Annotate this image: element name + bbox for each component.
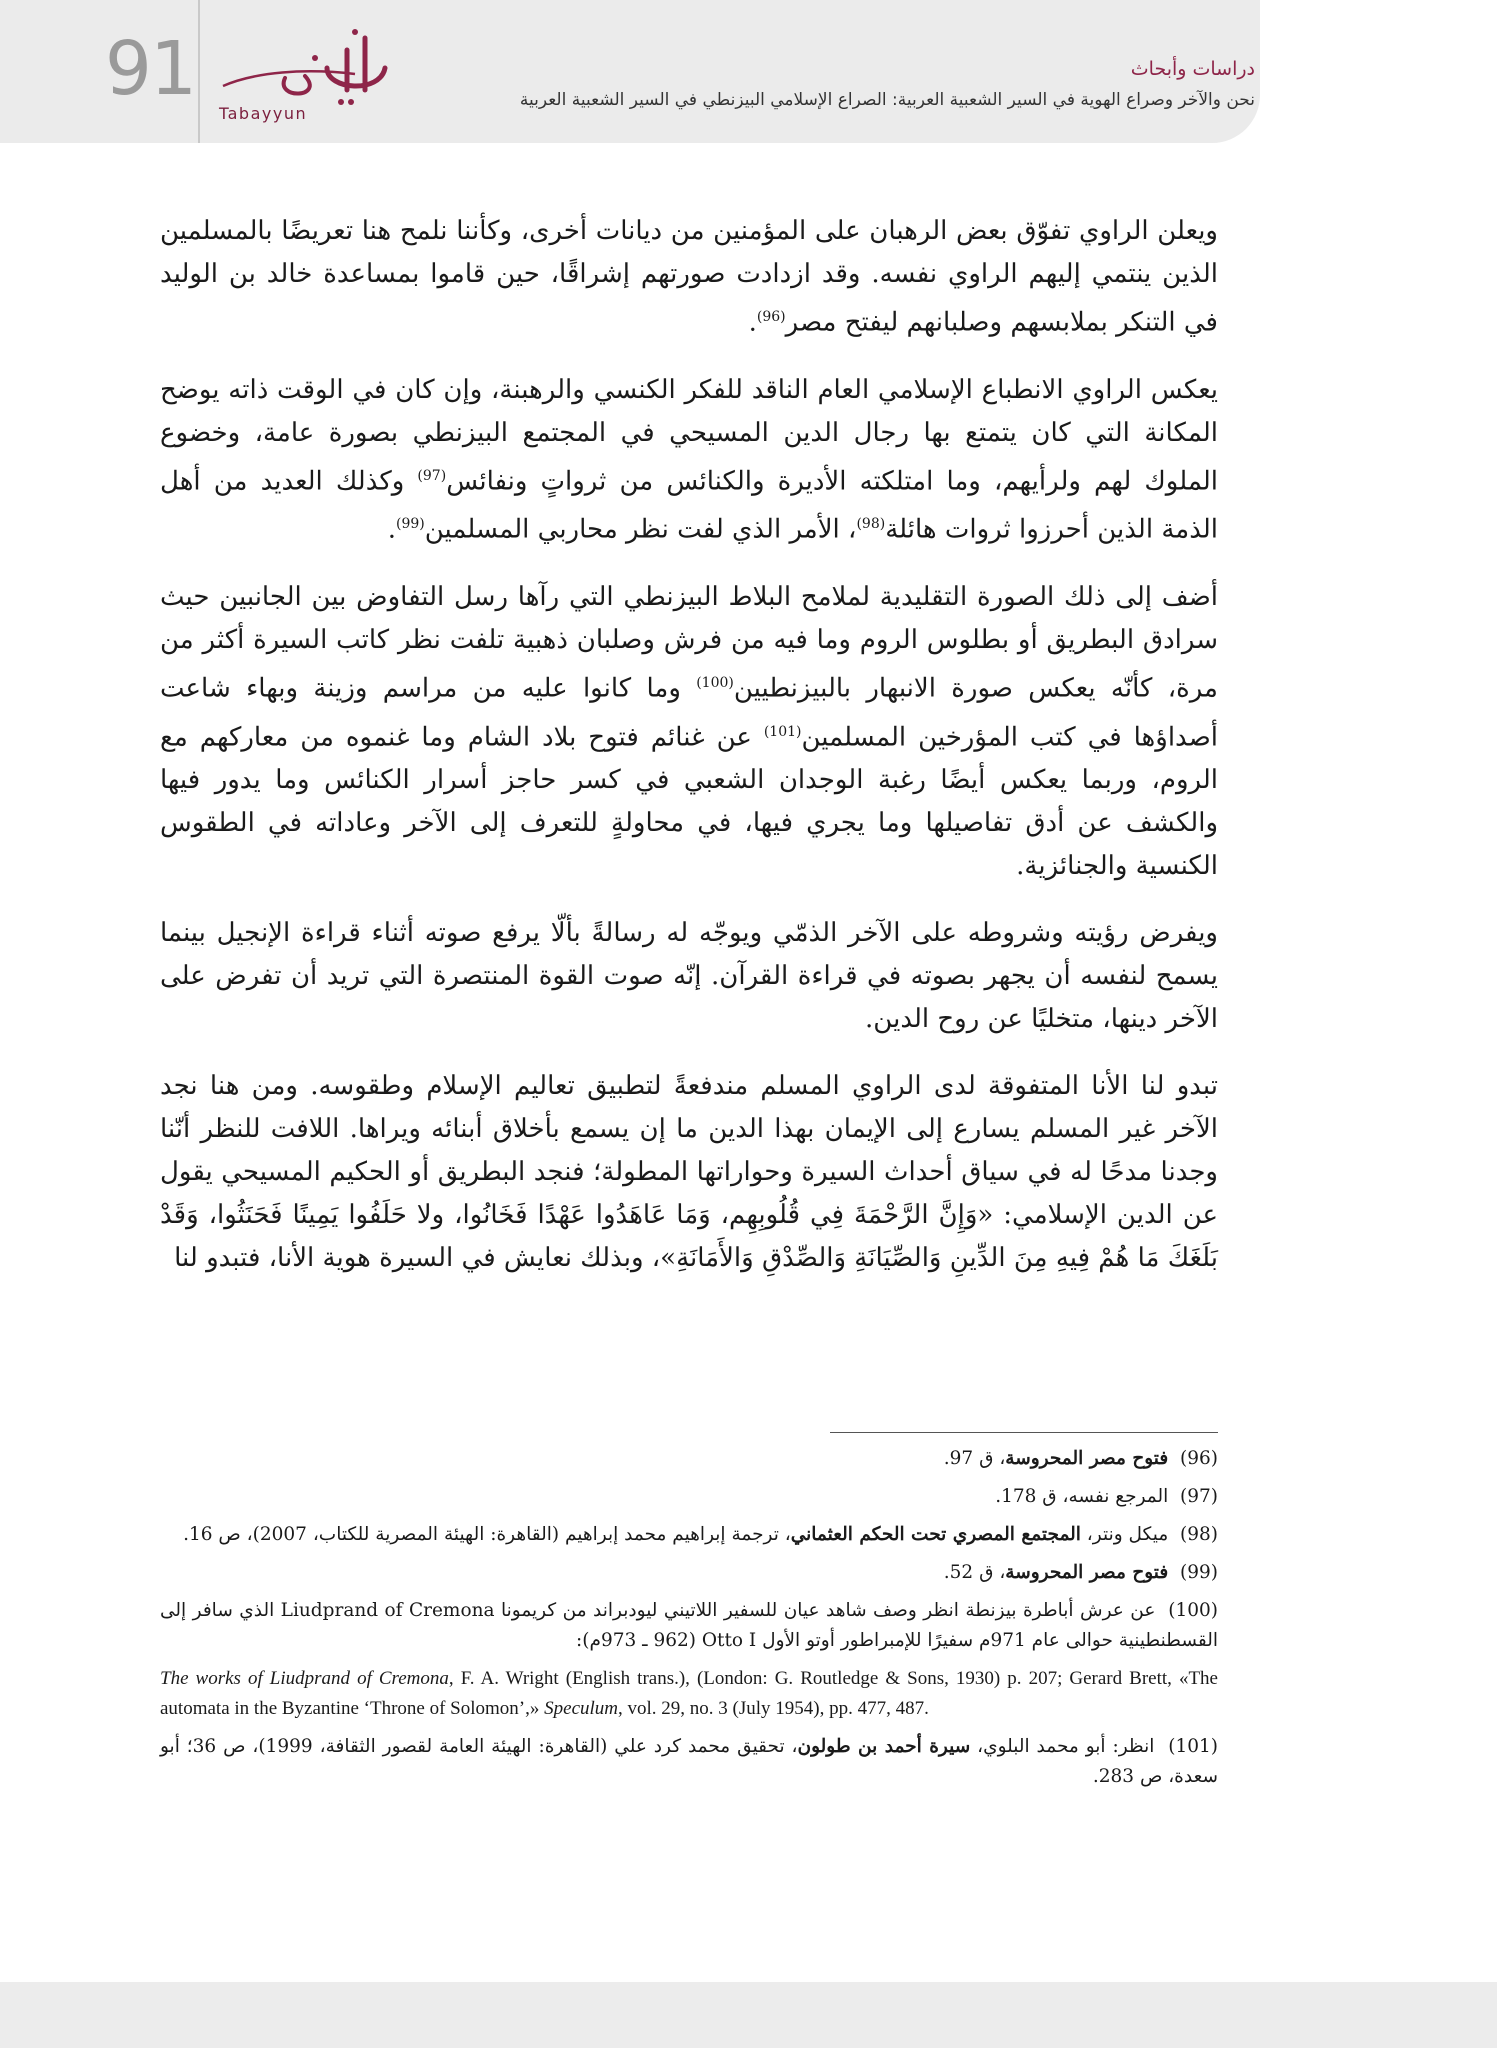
header-right-margin <box>1260 0 1497 143</box>
footnote-ref-96[interactable]: (96) <box>756 309 786 325</box>
footnote-101: (101) انظر: أبو محمد البلوي، سيرة أحمد بن طولون، تحقيق محمد كرد علي (القاهرة: الهيئة العامة لقصور الثقافة، 1999)، ص 36؛ أبو سعدة، ص 283. <box>160 1736 1218 1787</box>
page-number: 91 <box>104 26 196 112</box>
logo-calligraphy-icon <box>215 28 400 108</box>
paragraph-2: يعكس الراوي الانطباع الإسلامي العام الناقد للفكر الكنسي والرهبنة، وإن كان في الوقت ذاته يوضح المكانة التي كان يتمتع بها رجال الدين المسيحي في المجتمع البيزنطي بصورة عامة، وخضوع الملوك لهم ولرأيهم، وما امتلكته الأديرة والكنائس من ثرواتٍ ونفائس$^{(97)}$ وكذلك العديد من أهل الذمة الذين أحرزوا ثروات هائلة$^{(98)}$، الأمر الذي لفت نظر محاربي المسلمين$^{(99)}$. <box>160 374 1218 545</box>
footnote-ref-97[interactable]: (97) <box>417 467 447 484</box>
footnote-ref-99[interactable]: (99) <box>395 516 425 533</box>
footnote-96: (96) فتوح مصر المحروسة، ق 97. <box>943 1448 1218 1469</box>
header-divider <box>198 0 200 143</box>
section-title: دراسات وأبحاث <box>1130 58 1255 80</box>
footnote-ref-100[interactable]: (100) <box>696 674 734 691</box>
paragraph-3: أضف إلى ذلك الصورة التقليدية لملامح البلاط البيزنطي التي رآها رسل التفاوض بين الجانبين حيث سرادق البطريق أو بطلوس الروم وما فيه من فرش وصلبان ذهبية تلفت نظر كاتب السيرة أكثر من مرة، كأنّه يعكس صورة الانبهار بالبيزنطيين$^{(100)}$ وما كانوا عليه من مراسم وزينة وبهاء شاعت أصداؤها في كتب المؤرخين المسلمين$^{(101)}$ عن غنائم فتوح بلاد الشام وما غنموه من معاركهم مع الروم، وربما يعكس أيضًا رغبة الوجدان الشعبي في كسر حاجز أسرار الكنائس وما يدور فيها والكشف عن أدق تفاصيلها وما يجري فيها، في محاولةٍ للتعرف إلى الآخر وعاداته في الطقوس الكنسية والجنائزية. <box>160 581 1218 882</box>
page-header <box>0 0 1497 143</box>
logo-latin-text: Tabayyun <box>219 104 308 123</box>
footnote-98: (98) ميكل ونتر، المجتمع المصري تحت الحكم العثماني، ترجمة إبراهيم محمد إبراهيم (القاهرة: الهيئة المصرية للكتاب، 2007)، ص 16. <box>183 1524 1218 1545</box>
paragraph-4: ويفرض رؤيته وشروطه على الآخر الذمّي ويوجّه له رسالةً بألّا يرفع صوته أثناء قراءة الإنجيل بينما يسمح لنفسه أن يجهر بصوته في قراءة القرآن. إنّه صوت القوة المنتصرة التي تريد أن تفرض على الآخر دينها، متخليًا عن روح الدين. <box>160 918 1218 1035</box>
footnote-100: (100) عن عرش أباطرة بيزنطة انظر وصف شاهد عيان للسفير اللاتيني ليودبراند من كريمونا Liudprand of Cremona الذي سافر إلى القسطنطينية حوالى عام 971م سفيرًا للإمبراطور أوتو الأول Otto I (962 ـ 973م): <box>160 1600 1219 1651</box>
paragraph-1: ويعلن الراوي تفوّق بعض الرهبان على المؤمنين من ديانات أخرى، وكأننا نلمح هنا تعريضًا بالمسلمين الذين ينتمي إليهم الراوي نفسه. وقد ازدادت صورتهم إشراقًا، حين قاموا بمساعدة خالد بن الوليد في التنكر بملابسهم وصلبانهم ليفتح مصر$^{(96)}$. <box>160 216 1218 338</box>
footnotes <box>160 1444 1218 1800</box>
footnote-separator <box>830 1432 1218 1433</box>
footnote-99: (99) فتوح مصر المحروسة، ق 52. <box>943 1562 1218 1583</box>
footer-band <box>0 1982 1497 2048</box>
running-article-title: نحن والآخر وصراع الهوية في السير الشعبية العربية: الصراع الإسلامي البيزنطي في السير الشعبية العربية <box>519 90 1255 110</box>
journal-logo <box>215 28 400 128</box>
footnote-97: (97) المرجع نفسه، ق 178. <box>995 1486 1218 1507</box>
main-text <box>160 210 1218 1304</box>
paragraph-5: تبدو لنا الأنا المتفوقة لدى الراوي المسلم مندفعةً لتطبيق تعاليم الإسلام وطقوسه. ومن هنا نجد الآخر غير المسلم يسارع إلى الإيمان بهذا الدين ما إن يسمع بأخلاق أبنائه ويراها. اللافت للنظر أنّنا وجدنا مدحًا له في سياق أحداث السيرة وحواراتها المطولة؛ فنجد البطريق أو الحكيم المسيحي يقول عن الدين الإسلامي: «وَإِنَّ الرَّحْمَةَ فِي قُلُوبِهِم، وَمَا عَاهَدُوا عَهْدًا فَخَانُوا، ولا حَلَفُوا يَمِينًا فَحَنَثُوا، وَقَدْ بَلَغَكَ مَا هُمْ فِيهِ مِنَ الدِّينِ وَالصِّيَانَةِ وَالصِّدْقِ وَالأَمَانَةِ»، وبذلك نعايش في السيرة هوية الأنا، فتبدو لنا <box>160 1071 1218 1274</box>
footnote-ref-101[interactable]: (101) <box>763 723 802 740</box>
footnote-100-latin: The works of Liudprand of Cremona, F. A. Wright (English trans.), (London: G. Routledge & Sons, 1930) p. 207; Gerard Brett, «The automata in the Byzantine ‘Throne of Solomon’,» Speculum, vol. 29, no. 3 (July 1954), pp. 477, 487. <box>160 1668 1218 1719</box>
footnote-ref-98[interactable]: (98) <box>856 516 886 533</box>
